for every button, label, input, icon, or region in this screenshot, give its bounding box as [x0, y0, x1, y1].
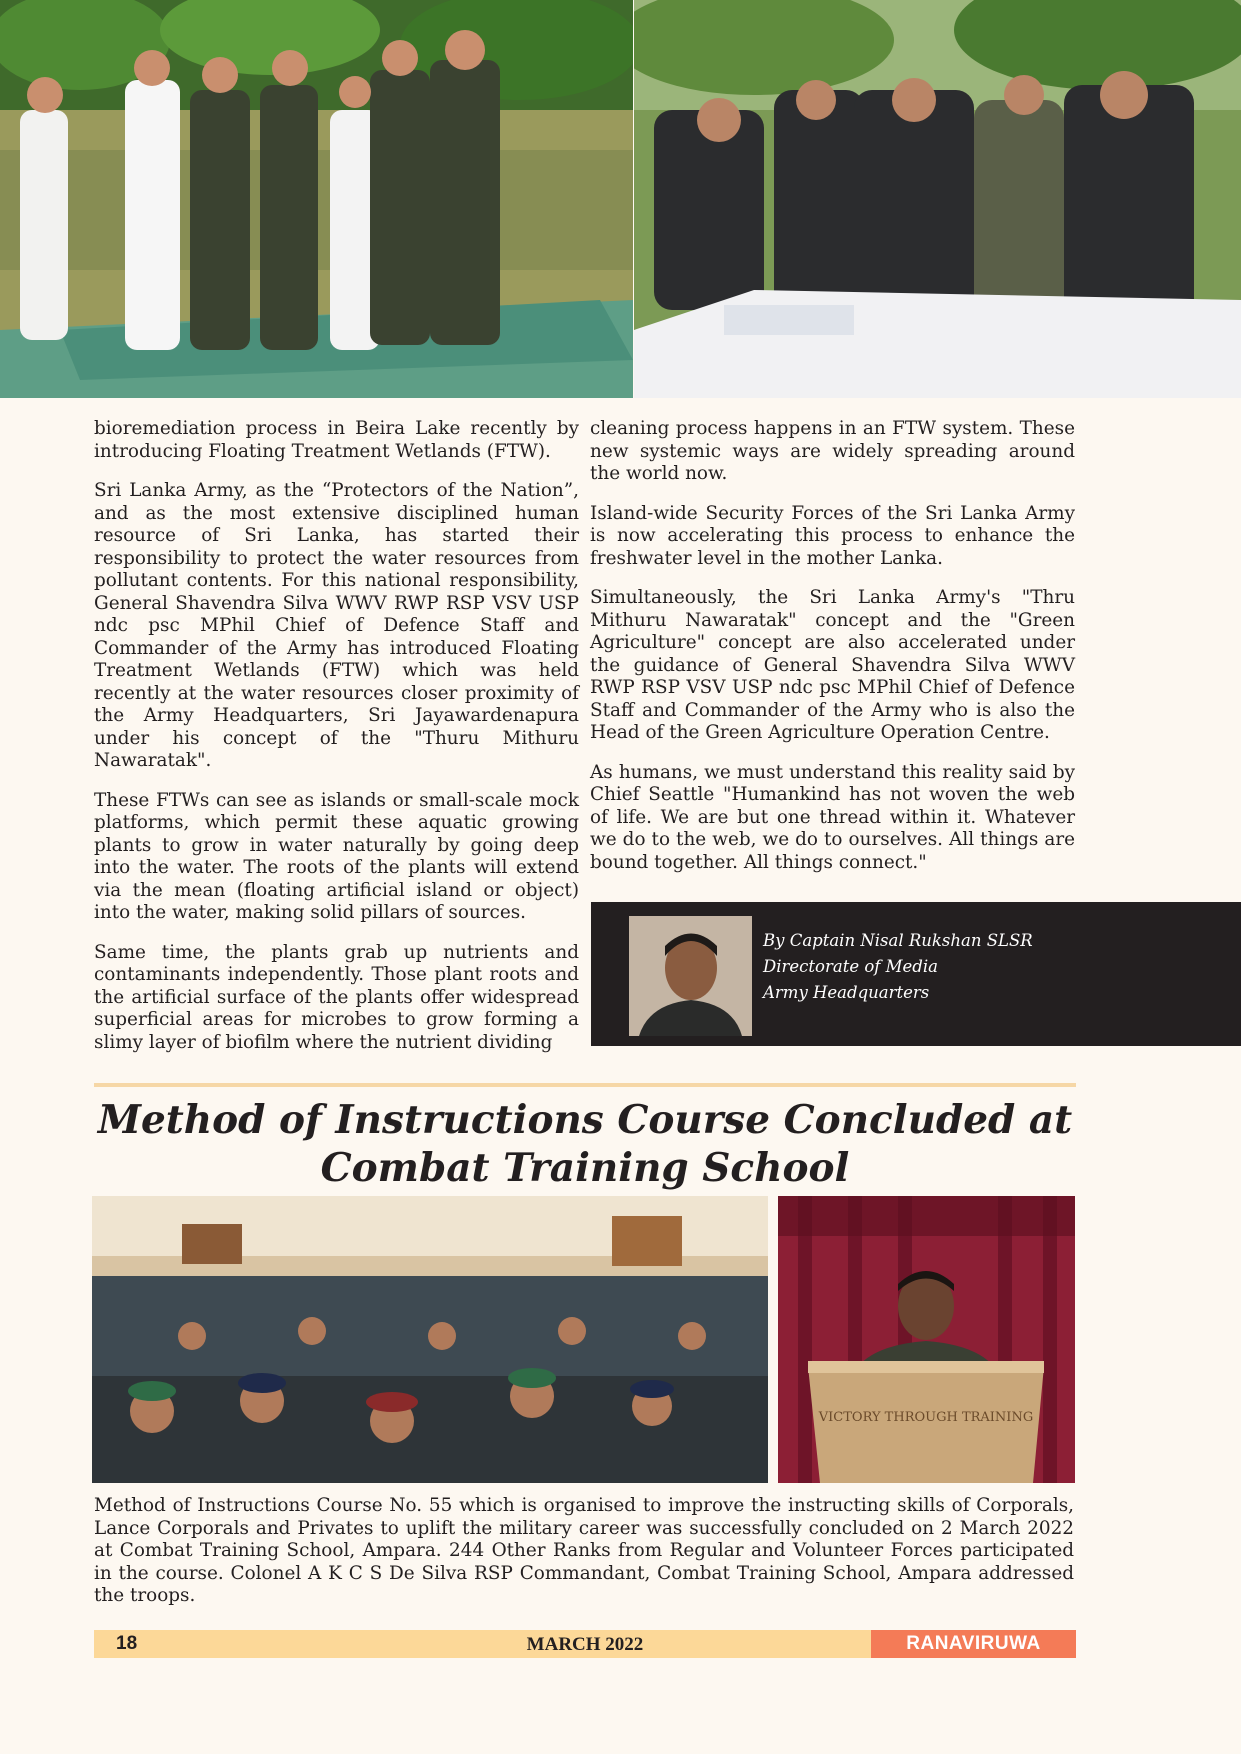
- author-organization: Army Headquarters: [763, 983, 930, 1002]
- section-divider: [94, 1083, 1076, 1087]
- photo-officers-on-platform: [0, 0, 633, 398]
- paragraph: As humans, we must understand this reality said by Chief Seattle "Humankind has not woven the web of life. We are but one thread within it. Whatever we do to the web, we do to ourselves. All things are bound together. All things connect.": [590, 761, 1075, 873]
- headline-line: Method of Instructions Course Concluded at: [97, 1097, 1073, 1143]
- author-credit: [763, 928, 1033, 1006]
- author-department: Directorate of Media: [763, 957, 938, 976]
- paragraph: These FTWs can see as islands or small-scale mock platforms, which permit these aquatic growing plants to grow in water naturally by going deep into the water. The roots of the plants will extend via the mean (floating artificial island or object) into the water, making solid pillars of sources.: [94, 789, 579, 923]
- headline-line: Combat Training School: [320, 1145, 850, 1191]
- page-footer: [94, 1630, 1076, 1658]
- paragraph: Island-wide Security Forces of the Sri Lanka Army is now accelerating this process to enhance the freshwater level in the mother Lanka.: [590, 502, 1075, 569]
- paragraph: bioremediation process in Beira Lake recently by introducing Floating Treatment Wetlands (FTW).: [94, 418, 579, 462]
- paragraph: cleaning process happens in an FTW system. These new systemic ways are widely spreading around the world now.: [590, 418, 1075, 484]
- paragraph: Sri Lanka Army, as the “Protectors of the Nation”, and as the most extensive disciplined human resource of Sri Lanka, has started their responsibility to protect the water resources from pollutant contents. For this national responsibility, General Shavendra Silva WWV RWP RSP VSV USP ndc psc MPhil Chief of Defence Staff and Commander of the Army has introduced Floating Treatment Wetlands (FTW) which was held recently at the water resources closer proximity of the Army Headquarters, Sri Jayawardenapura under his concept of the "Thuru Mithuru Nawaratak".: [94, 480, 579, 771]
- author-portrait: [629, 916, 752, 1036]
- paragraph: Same time, the plants grab up nutrients and contaminants independently. Those plant roots and the artificial surface of the plants offer widespread superficial areas for microbes to grow forming a slimy layer of biofilm where the nutrient dividing: [94, 941, 579, 1053]
- author-byline-box: [591, 902, 1241, 1046]
- photo-officers-reviewing-plans: [634, 0, 1241, 398]
- issue-date: MARCH 2022: [526, 1634, 644, 1655]
- paragraph: Simultaneously, the Sri Lanka Army's "Thru Mithuru Nawaratak" concept and the "Green Agriculture" concept are also accelerated under the guidance of General Shavendra Silva WWV RWP RSP VSV USP ndc psc MPhil Chief of Defence Staff and Commander of the Army who is also the Head of the Green Agriculture Operation Centre.: [590, 587, 1075, 743]
- podium-motto: VICTORY THROUGH TRAINING: [818, 1410, 1034, 1425]
- article-caption: Method of Instructions Course No. 55 which is organised to improve the instructing skills of Corporals, Lance Corporals and Privates to uplift the military career was successfully concluded on 2 March 2022 at Combat Training School, Ampara. 244 Other Ranks from Regular and Volunteer Forces participated in the course. Colonel A K C S De Silva RSP Commandant, Combat Training School, Ampara addressed the troops.: [94, 1495, 1074, 1606]
- article-left-column: [94, 418, 579, 1071]
- magazine-brand: RANAVIRUWA: [871, 1630, 1076, 1658]
- page-number: 18: [116, 1633, 138, 1654]
- article-headline: [94, 1096, 1076, 1192]
- article-right-column: [590, 418, 1075, 891]
- photo-troops-in-hall: [92, 1196, 768, 1483]
- photo-commandant-at-podium: [778, 1196, 1075, 1483]
- author-name: By Captain Nisal Rukshan SLSR: [763, 931, 1033, 950]
